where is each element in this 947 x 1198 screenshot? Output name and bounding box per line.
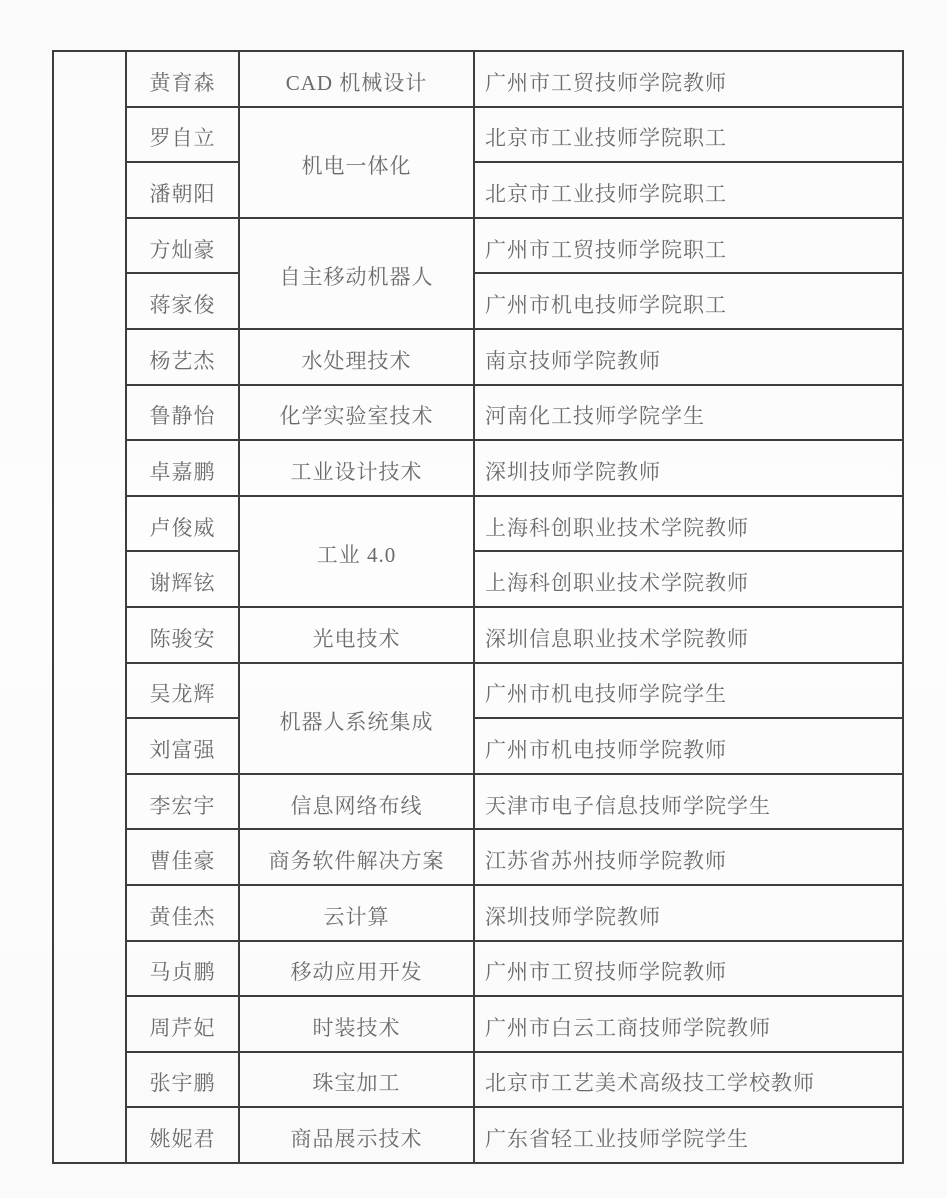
name-cell: 潘朝阳 — [126, 162, 239, 218]
table-row — [53, 829, 903, 885]
institution-cell: 上海科创职业技术学院教师 — [474, 551, 903, 607]
skill-cell: 工业设计技术 — [239, 440, 474, 496]
name-cell: 李宏宇 — [126, 774, 239, 830]
table-row — [53, 996, 903, 1052]
skill-cell: 时装技术 — [239, 996, 474, 1052]
name-cell: 罗自立 — [126, 107, 239, 163]
name-cell: 杨艺杰 — [126, 329, 239, 385]
name-cell: 周芹妃 — [126, 996, 239, 1052]
name-cell: 曹佳豪 — [126, 829, 239, 885]
skill-cell: 机器人系统集成 — [239, 663, 474, 774]
institution-cell: 江苏省苏州技师学院教师 — [474, 829, 903, 885]
table-row — [53, 774, 903, 830]
skill-cell: CAD 机械设计 — [239, 51, 474, 107]
name-cell: 鲁静怡 — [126, 385, 239, 441]
institution-cell: 北京市工业技师学院职工 — [474, 107, 903, 163]
institution-cell: 广州市工贸技师学院职工 — [474, 218, 903, 274]
name-cell: 姚妮君 — [126, 1107, 239, 1163]
merged-empty-cell — [53, 51, 126, 1163]
table-row — [53, 273, 903, 329]
institution-cell: 广州市机电技师学院教师 — [474, 718, 903, 774]
name-cell: 张宇鹏 — [126, 1052, 239, 1108]
table-row — [53, 218, 903, 274]
name-cell: 黄佳杰 — [126, 885, 239, 941]
table-row — [53, 663, 903, 719]
skill-cell: 工业 4.0 — [239, 496, 474, 607]
awardees-table — [52, 50, 904, 1164]
institution-cell: 广州市白云工商技师学院教师 — [474, 996, 903, 1052]
institution-cell: 天津市电子信息技师学院学生 — [474, 774, 903, 830]
table-row — [53, 551, 903, 607]
table-row — [53, 1107, 903, 1163]
institution-cell: 广州市机电技师学院学生 — [474, 663, 903, 719]
name-cell: 黄育森 — [126, 51, 239, 107]
table-row — [53, 885, 903, 941]
institution-cell: 深圳技师学院教师 — [474, 885, 903, 941]
table-row — [53, 941, 903, 997]
table-row — [53, 607, 903, 663]
table-row — [53, 718, 903, 774]
skill-cell: 自主移动机器人 — [239, 218, 474, 329]
skill-cell: 信息网络布线 — [239, 774, 474, 830]
name-cell: 卓嘉鹏 — [126, 440, 239, 496]
skill-cell: 商务软件解决方案 — [239, 829, 474, 885]
institution-cell: 北京市工业技师学院职工 — [474, 162, 903, 218]
name-cell: 方灿豪 — [126, 218, 239, 274]
name-cell: 卢俊威 — [126, 496, 239, 552]
institution-cell: 河南化工技师学院学生 — [474, 385, 903, 441]
skill-cell: 水处理技术 — [239, 329, 474, 385]
skill-cell: 珠宝加工 — [239, 1052, 474, 1108]
skill-cell: 商品展示技术 — [239, 1107, 474, 1163]
table-row — [53, 440, 903, 496]
table-row — [53, 496, 903, 552]
skill-cell: 光电技术 — [239, 607, 474, 663]
name-cell: 刘富强 — [126, 718, 239, 774]
skill-cell: 机电一体化 — [239, 107, 474, 218]
skill-cell: 移动应用开发 — [239, 941, 474, 997]
table-row — [53, 107, 903, 163]
institution-cell: 广州市工贸技师学院教师 — [474, 51, 903, 107]
institution-cell: 广东省轻工业技师学院学生 — [474, 1107, 903, 1163]
name-cell: 谢辉铉 — [126, 551, 239, 607]
table-row — [53, 51, 903, 107]
table-row — [53, 385, 903, 441]
table-row — [53, 329, 903, 385]
institution-cell: 上海科创职业技术学院教师 — [474, 496, 903, 552]
name-cell: 蒋家俊 — [126, 273, 239, 329]
table-row — [53, 1052, 903, 1108]
table-row — [53, 162, 903, 218]
institution-cell: 广州市机电技师学院职工 — [474, 273, 903, 329]
name-cell: 马贞鹏 — [126, 941, 239, 997]
name-cell: 陈骏安 — [126, 607, 239, 663]
institution-cell: 南京技师学院教师 — [474, 329, 903, 385]
skill-cell: 云计算 — [239, 885, 474, 941]
institution-cell: 深圳技师学院教师 — [474, 440, 903, 496]
institution-cell: 深圳信息职业技术学院教师 — [474, 607, 903, 663]
name-cell: 吴龙辉 — [126, 663, 239, 719]
skill-cell: 化学实验室技术 — [239, 385, 474, 441]
institution-cell: 北京市工艺美术高级技工学校教师 — [474, 1052, 903, 1108]
institution-cell: 广州市工贸技师学院教师 — [474, 941, 903, 997]
